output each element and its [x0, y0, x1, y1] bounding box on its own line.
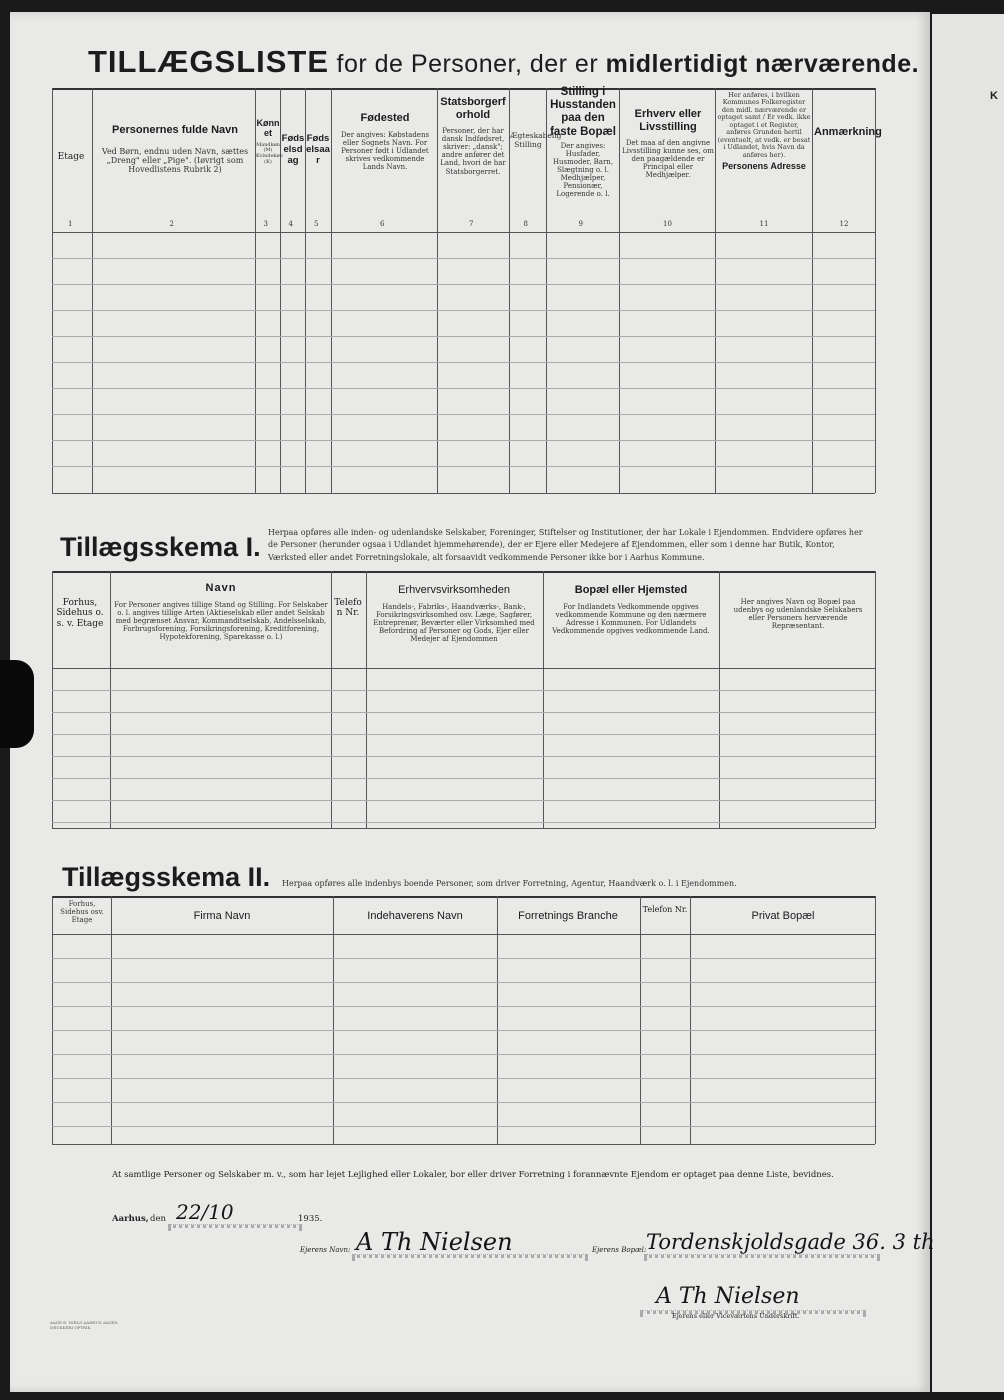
table-rule	[543, 571, 544, 828]
column-number: 11	[759, 220, 769, 228]
table-rule	[875, 88, 876, 493]
table-rule	[619, 88, 620, 493]
table-row[interactable]	[52, 734, 875, 735]
col-koennet: Kønnet Mandkøn (M) Kvindekøn (K)	[256, 118, 283, 165]
s1-col-telefon: Telefon Nr.	[334, 598, 362, 619]
table-rule	[52, 88, 53, 493]
table-row[interactable]	[52, 414, 875, 415]
column-number: 12	[839, 220, 849, 228]
table-row[interactable]	[52, 440, 875, 441]
col-foedested: Fødested Der angives: Købstadens eller Sognets Navn. For Personer født i Udlandet skrives vedkommende Lands Navn.	[340, 112, 430, 171]
s1-col-navn: Navn For Personer angives tillige Stand og Stilling. For Selskaber o. l. angives tillige Arten (Aktieselskab eller andet Selskab med begrænset Ansvar, Kommanditselskab, Andelsselskab, Forbrugsforening, Forsikringsforening, Kreditforening, Hypotekforening, Sparekasse o. l.)	[114, 582, 328, 641]
table-rule	[437, 88, 438, 493]
printer-imprint: AAGE E. NIELS AARHUS AAGES DRUKKERI OPTRIK	[50, 1320, 118, 1331]
col-foedselsdag: Fødselsdag	[281, 133, 305, 166]
table-rule	[331, 88, 332, 493]
s1-col-bopael: Bopæl eller Hjemsted For Indlandets Vedkommende opgives vedkommende Kommune og den nærmere Adresse i Kommunen. For Udlandets Vedkommende opgives vedkommende Land.	[552, 584, 710, 635]
s1-col-repraesentant: Her angives Navn og Bopæl paa udenbys og udenlandske Selskabers eller Personers herværende Repræsentant.	[733, 598, 863, 631]
col-aegteskabelig: Ægteskabelig Stilling	[510, 131, 562, 149]
table-row[interactable]	[52, 1078, 875, 1079]
col-etage: Etage	[57, 152, 85, 162]
s2-col-etage: Forhus, Sidehus osv. Etage	[60, 900, 104, 925]
table-rule	[111, 896, 112, 1144]
year-label: 1935.	[298, 1214, 323, 1224]
den-label: den	[150, 1214, 166, 1224]
table-row[interactable]	[52, 712, 875, 713]
table-rule	[690, 896, 691, 1144]
form-page	[10, 12, 930, 1392]
column-number: 7	[469, 220, 474, 228]
table-row[interactable]	[52, 1126, 875, 1127]
table-rule	[719, 571, 720, 828]
table-row[interactable]	[52, 690, 875, 691]
table-row[interactable]	[52, 336, 875, 337]
table-row[interactable]	[52, 778, 875, 779]
column-number: 1	[68, 220, 73, 228]
s1-col-etage: Forhus, Sidehus o. s. v. Etage	[56, 598, 104, 629]
handwritten-owner-address: Tordenskjoldsgade 36. 3 th	[646, 1230, 935, 1254]
column-number: 3	[263, 220, 268, 228]
table-rule	[366, 571, 367, 828]
col-erhverv: Erhverv eller Livsstilling Det maa af den angivne Livsstilling kunne ses, om den paagældende er Principal eller Medhjælper.	[622, 108, 714, 180]
col-adresse: Her anføres, i hvilken Kommunes Folkeregister den midl. nærværende er optaget samt / Er vedk. ikke optaget i et Register, anføres Grunden hertil (eventuelt, at vedk. er bosat i Udlandet, hvis Navn da anføres her). Personens Adresse	[717, 91, 811, 172]
owner-signature: A Th Nielsen	[656, 1284, 800, 1309]
s2-col-telefon: Telefon Nr.	[642, 905, 688, 914]
s2-col-branche: Forretnings Branche	[518, 910, 618, 922]
table-row[interactable]	[52, 1054, 875, 1055]
attestation-statement: At samtlige Personer og Selskaber m. v., som har lejet Lejlighed eller Lokaler, bor eller driver Forretning i forannævnte Ejendom er optaget paa denne Liste, bevidnes.	[112, 1170, 834, 1180]
table-rule	[875, 896, 876, 1144]
table-rule	[640, 896, 641, 1144]
table-row[interactable]	[52, 1030, 875, 1031]
column-number: 8	[523, 220, 528, 228]
title-main: TILLÆGSLISTE	[88, 44, 330, 79]
skema1-title: Tillægsskema I.	[60, 532, 261, 562]
table-row[interactable]	[52, 958, 875, 959]
skema2-description: Herpaa opføres alle indenbys boende Personer, som driver Forretning, Agentur, Haandværk o. l. i Ejendommen.	[282, 879, 737, 888]
table-rule	[497, 896, 498, 1144]
table-row[interactable]	[52, 362, 875, 363]
s2-col-privat-bopael: Privat Bopæl	[751, 910, 815, 922]
col-stilling: Stilling i Husstanden paa den faste Bopæl Der angives: Husfader, Husmoder, Barn, Slægtning o. l. Medhjælper, Pensionær, Logerende o. l.	[550, 86, 616, 199]
skema2-title: Tillægsskema II.	[62, 862, 271, 892]
table-rule	[92, 88, 93, 493]
column-number: 5	[314, 220, 319, 228]
table-row[interactable]	[52, 284, 875, 285]
table-rule	[333, 896, 334, 1144]
table-rule	[110, 571, 111, 828]
owner-name-label: Ejerens Navn:	[300, 1246, 351, 1254]
next-page-edge	[932, 14, 1004, 1392]
table-row[interactable]	[52, 388, 875, 389]
s2-col-firma: Firma Navn	[193, 910, 251, 922]
page-title: TILLÆGSLISTE for de Personer, der er midlertidigt nærværende.	[88, 44, 920, 79]
column-number: 10	[663, 220, 672, 228]
table-row[interactable]	[52, 756, 875, 757]
table-rule	[812, 88, 813, 493]
col-anmaerkning: Anmærkning	[814, 126, 882, 138]
table-row[interactable]	[52, 800, 875, 801]
owner-address-label: Ejerens Bopæl:	[592, 1246, 647, 1254]
place-label: Aarhus,	[112, 1214, 149, 1224]
table-rule	[52, 571, 53, 828]
s1-col-erhverv: Erhvervsvirksomheden Handels-, Fabriks-, Haandværks-, Bank-, Forsikringsvirksomhed osv. Læge, Sagfører, Entreprenør, Beværter eller Virksomhed med Befordring af Personer og Gods, Ejer eller Medejer af Ejendommen	[373, 584, 535, 643]
next-page-letter: K	[990, 90, 998, 102]
table-rule	[331, 571, 332, 828]
signature-label: Ejerens eller Viceværtens Underskrift.	[672, 1312, 800, 1320]
table-rule	[52, 896, 53, 1144]
column-number: 2	[169, 220, 174, 228]
handwritten-owner-name: A Th Nielsen	[356, 1228, 513, 1256]
col-statsborger: Statsborgerforhold Personer, der har dansk Indfødsret, skriver: „dansk"; andre anfører det Land, hvori de har Statsborgerret.	[440, 96, 506, 176]
table-row[interactable]	[52, 982, 875, 983]
column-number: 6	[380, 220, 385, 228]
table-rule	[546, 88, 547, 493]
binding-tab	[0, 660, 34, 748]
table-row[interactable]	[52, 1006, 875, 1007]
table-row[interactable]	[52, 258, 875, 259]
col-foedselsaar: Fødselsaar	[306, 133, 330, 166]
table-row[interactable]	[52, 1102, 875, 1103]
column-number: 9	[578, 220, 583, 228]
table-row[interactable]	[52, 822, 875, 823]
table-rule	[875, 571, 876, 828]
column-number: 4	[288, 220, 293, 228]
handwritten-date: 22/10	[176, 1200, 234, 1224]
table-rule	[715, 88, 716, 493]
table-row[interactable]	[52, 466, 875, 467]
table-row[interactable]	[52, 310, 875, 311]
s2-col-indehaver: Indehaverens Navn	[367, 910, 463, 922]
skema1-description: Herpaa opføres alle inden- og udenlandske Selskaber, Foreninger, Stiftelser og Institutioner, der har Lokale i Ejendommen. Endvidere opføres her de Personer (herunder ogsaa i Udlandet hjemmehørende), der er Ejere eller Medejere af Ejendommen, eller som i denne har Butik, Kontor, Værksted eller andet Forretningslokale, alt forsaavidt vedkommende Personer ikke bor i Aarhus Kommune.	[268, 528, 863, 562]
col-navn: Personernes fulde Navn Ved Børn, endnu uden Navn, sættes „Dreng" eller „Pige". (Iøvrigt som Hovedlistens Rubrik 2)	[101, 124, 249, 175]
